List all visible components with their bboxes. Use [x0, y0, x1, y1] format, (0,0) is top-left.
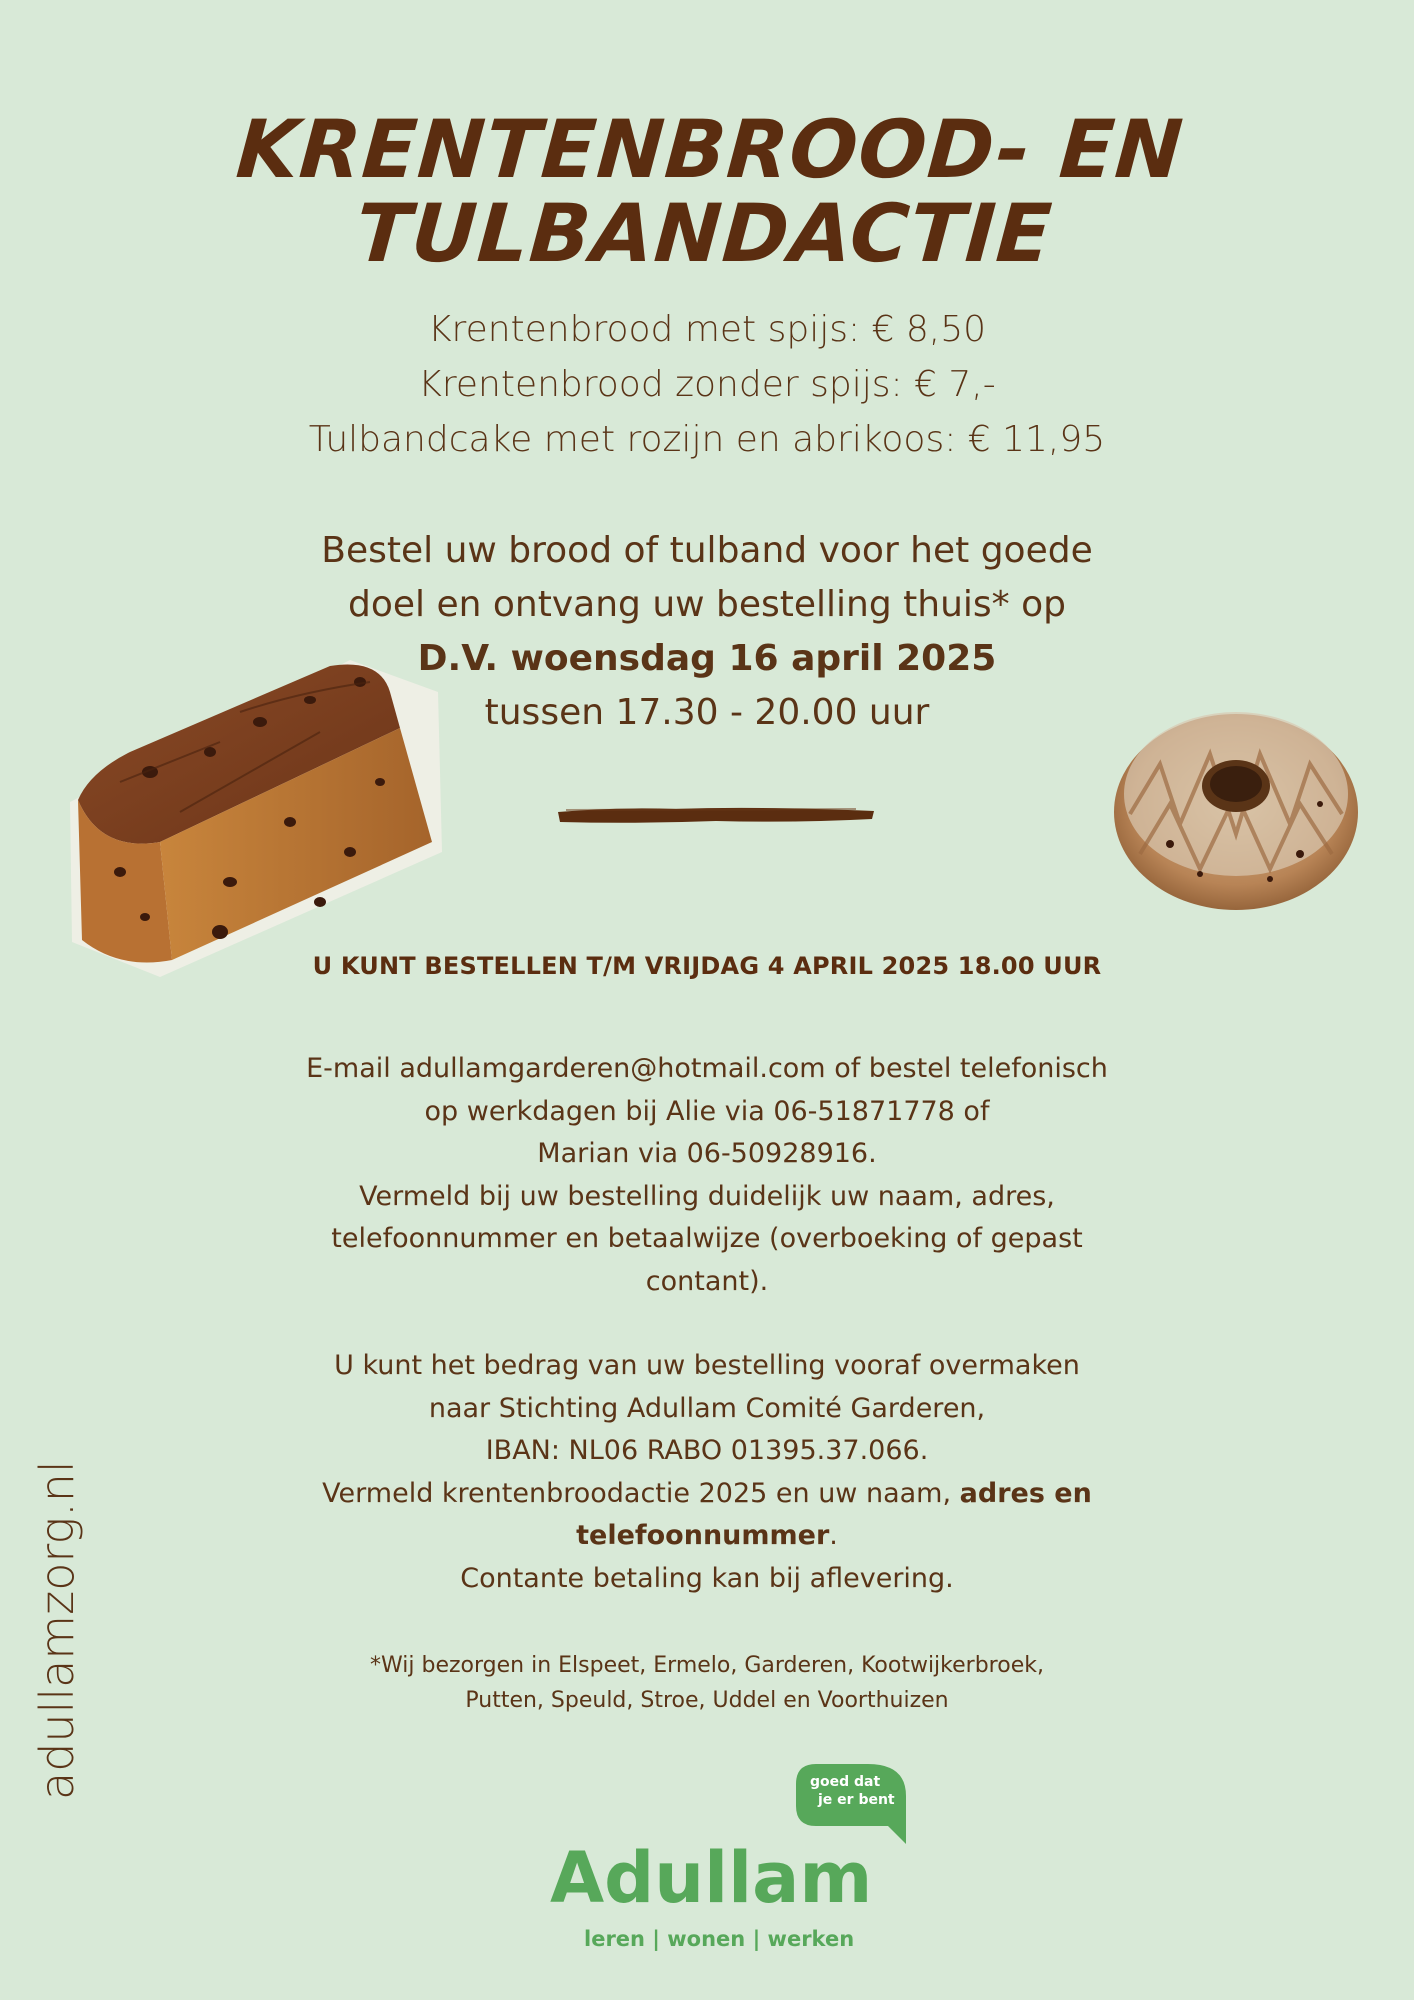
contact-info	[0, 1048, 1414, 1303]
payment-line: Contante betaling kan bij aflevering.	[460, 1562, 954, 1594]
brush-divider	[556, 804, 876, 826]
contact-line: contant).	[645, 1265, 769, 1297]
price-item: Tulbandcake met rozijn en abrikoos: € 11,95	[308, 419, 1106, 460]
contact-line: Marian via 06-50928916.	[537, 1138, 877, 1169]
iban: IBAN: NL06 RABO 01395.37.066.	[485, 1435, 929, 1466]
order-intro-line: doel en ontvang uw bestelling thuis* op	[348, 584, 1066, 625]
delivery-time: tussen 17.30 - 20.00 uur	[484, 692, 930, 733]
payment-emphasis: telefoonnummer	[576, 1520, 830, 1551]
payment-line: naar Stichting Adullam Comité Garderen,	[428, 1392, 986, 1424]
title-line-1: KRENTENBROOD- EN	[233, 103, 1187, 196]
order-intro-line: Bestel uw brood of tulband voor het goede	[321, 530, 1093, 571]
payment-text: Vermeld krentenbroodactie 2025 en uw naam,	[322, 1477, 960, 1509]
contact-line: E-mail adullamgarderen@hotmail.com of bestel telefonisch	[306, 1053, 1108, 1084]
payment-line	[0, 1515, 1414, 1558]
payment-emphasis: adres en	[959, 1477, 1092, 1509]
brand-tagline: leren | wonen | werken	[584, 1927, 855, 1951]
contact-line: telefoonnummer en betaalwijze (overboeking of gepast	[331, 1223, 1083, 1254]
price-item: Krentenbrood zonder spijs: € 7,-	[418, 364, 996, 405]
tulbandcake-image	[1110, 694, 1362, 916]
delivery-line: *Wij bezorgen in Elspeet, Ermelo, Garderen, Kootwijkerbroek,	[370, 1653, 1044, 1678]
contact-line: op werkdagen bij Alie via 06-51871778 of	[424, 1095, 990, 1127]
contact-line: Vermeld bij uw bestelling duidelijk uw naam, adres,	[359, 1180, 1055, 1212]
adullam-logo	[548, 1762, 908, 1960]
payment-text: .	[829, 1520, 838, 1551]
delivery-areas	[0, 1648, 1414, 1718]
price-item: Krentenbrood met spijs: € 8,50	[427, 309, 987, 350]
bubble-line-1: goed dat	[810, 1774, 881, 1790]
website-url: adullamzorg.nl	[30, 1460, 84, 1800]
payment-info	[0, 1345, 1414, 1600]
brand-name: Adullam	[550, 1837, 873, 1919]
price-list	[0, 302, 1414, 467]
krentenbrood-image	[60, 652, 445, 982]
payment-line	[0, 1473, 1414, 1516]
bubble-line-2: je er bent	[818, 1792, 895, 1808]
page-title	[0, 103, 1414, 280]
order-deadline: U KUNT BESTELLEN T/M VRIJDAG 4 APRIL 2025 18.00 UUR	[312, 952, 1102, 980]
delivery-date: D.V. woensdag 16 april 2025	[417, 638, 997, 679]
delivery-line: Putten, Speuld, Stroe, Uddel en Voorthuizen	[465, 1688, 949, 1713]
title-line-2: TULBANDACTIE	[352, 187, 1056, 280]
payment-line: U kunt het bedrag van uw bestelling vooraf overmaken	[334, 1350, 1080, 1381]
